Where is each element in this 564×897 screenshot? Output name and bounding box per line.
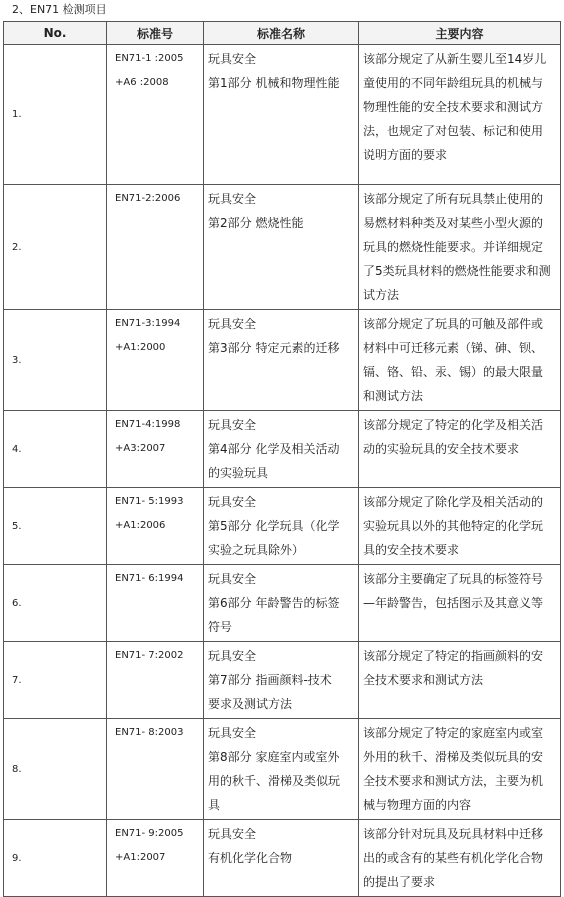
row-number: 6.	[4, 565, 107, 642]
table-row	[4, 820, 561, 897]
column-header-no: No.	[4, 22, 107, 45]
en71-standards-table	[3, 21, 561, 897]
standard-name-line: 玩具安全	[208, 649, 257, 663]
standard-name-line: 玩具安全	[208, 192, 257, 206]
standard-name-line: 玩具安全	[208, 827, 257, 841]
standard-code-line: +A1:2007	[115, 852, 166, 863]
standard-code-cell	[107, 719, 204, 820]
standard-name-line: 有机化学化合物	[208, 851, 293, 865]
main-content-line: 易燃材料种类及对某些小型火源的	[363, 216, 544, 230]
row-number: 5.	[4, 488, 107, 565]
standard-name-cell	[204, 411, 359, 488]
standard-name-cell	[204, 565, 359, 642]
standard-code-cell	[107, 185, 204, 310]
main-content-cell	[359, 642, 561, 719]
table-row	[4, 310, 561, 411]
column-header-standard-code: 标准号	[107, 22, 204, 45]
main-content-line: 具的安全技术要求	[363, 543, 460, 557]
standard-code-line: +A1:2006	[115, 520, 166, 531]
standard-name-cell	[204, 642, 359, 719]
standard-name-cell	[204, 310, 359, 411]
row-number: 7.	[4, 642, 107, 719]
row-number: 3.	[4, 310, 107, 411]
standard-code-line: EN71-3:1994	[115, 318, 181, 329]
standard-name-line: 要求及测试方法	[208, 697, 293, 711]
row-number: 9.	[4, 820, 107, 897]
standard-name-cell	[204, 185, 359, 310]
standard-code-cell	[107, 45, 204, 185]
main-content-cell	[359, 185, 561, 310]
main-content-line: 该部分规定了玩具的可触及部件或	[363, 317, 544, 331]
standard-code-line: EN71- 6:1994	[115, 573, 184, 584]
table-row	[4, 45, 561, 185]
table-row	[4, 565, 561, 642]
standard-code-line: EN71-1 :2005	[115, 53, 184, 64]
main-content-line: 出的或含有的某些有机化学化合物	[363, 851, 544, 865]
standard-name-line: 玩具安全	[208, 572, 257, 586]
standard-name-line: 玩具安全	[208, 52, 257, 66]
main-content-cell	[359, 488, 561, 565]
main-content-line: 械与物理方面的内容	[363, 798, 472, 812]
standard-name-line: 第1部分 机械和物理性能	[208, 76, 340, 90]
standard-code-cell	[107, 642, 204, 719]
main-content-cell	[359, 719, 561, 820]
standard-code-line: +A3:2007	[115, 443, 166, 454]
row-number: 8.	[4, 719, 107, 820]
standard-name-line: 玩具安全	[208, 418, 257, 432]
main-content-line: 该部分规定了所有玩具禁止使用的	[363, 192, 544, 206]
table-row	[4, 185, 561, 310]
standard-name-line: 玩具安全	[208, 317, 257, 331]
main-content-line: 试方法	[363, 288, 400, 302]
column-header-standard-name: 标准名称	[204, 22, 359, 45]
standard-name-line: 第5部分 化学玩具（化学	[208, 519, 340, 533]
standard-name-line: 第6部分 年龄警告的标签	[208, 596, 340, 610]
table-row	[4, 411, 561, 488]
main-content-line: 全技术要求和测试方法	[363, 673, 484, 687]
standard-code-line: EN71- 8:2003	[115, 727, 184, 738]
standard-name-line: 玩具安全	[208, 495, 257, 509]
table-row	[4, 719, 561, 820]
standard-name-line: 具	[208, 798, 221, 812]
standard-code-cell	[107, 565, 204, 642]
row-number: 2.	[4, 185, 107, 310]
standard-name-line: 用的秋千、滑梯及类似玩	[208, 774, 341, 788]
standard-name-line: 第3部分 特定元素的迁移	[208, 341, 340, 355]
main-content-line: 该部分规定了特定的家庭室内或室	[363, 726, 544, 740]
main-content-line: 该部分主要确定了玩具的标签符号	[363, 572, 544, 586]
standard-code-cell	[107, 310, 204, 411]
main-content-cell	[359, 45, 561, 185]
main-content-line: 该部分针对玩具及玩具材料中迁移	[363, 827, 544, 841]
main-content-line: 该部分规定了除化学及相关活动的	[363, 495, 544, 509]
section-heading: 2、EN71 检测项目	[12, 3, 107, 16]
main-content-line: 该部分规定了从新生婴儿至14岁儿	[363, 52, 547, 66]
standard-code-line: +A1:2000	[115, 342, 166, 353]
standard-code-line: EN71- 7:2002	[115, 650, 184, 661]
main-content-line: 全技术要求和测试方法，主要为机	[363, 774, 544, 788]
standard-code-line: EN71- 5:1993	[115, 496, 184, 507]
main-content-line: 物理性能的安全技术要求和测试方	[363, 100, 544, 114]
standard-name-line: 第4部分 化学及相关活动	[208, 442, 340, 456]
main-content-line: 该部分规定了特定的指画颜料的安	[363, 649, 544, 663]
main-content-cell	[359, 411, 561, 488]
main-content-line: 实验玩具以外的其他特定的化学玩	[363, 519, 544, 533]
column-header-main-content: 主要内容	[359, 22, 561, 45]
main-content-line: 镉、铬、铅、汞、锡）的最大限量	[363, 365, 544, 379]
standard-name-cell	[204, 45, 359, 185]
main-content-line: 了5类玩具材料的燃烧性能要求和测	[363, 264, 551, 278]
main-content-line: 外用的秋千、滑梯及类似玩具的安	[363, 750, 544, 764]
main-content-line: 动的实验玩具的安全技术要求	[363, 442, 520, 456]
main-content-line: 材料中可迁移元素（锑、砷、钡、	[363, 341, 544, 355]
standard-name-line: 第7部分 指画颜料-技术	[208, 673, 332, 687]
standard-code-line: EN71- 9:2005	[115, 828, 184, 839]
main-content-cell	[359, 565, 561, 642]
main-content-cell	[359, 310, 561, 411]
main-content-line: 法，也规定了对包装、标记和使用	[363, 124, 544, 138]
standard-code-line: EN71-4:1998	[115, 419, 181, 430]
main-content-line: 童使用的不同年龄组玩具的机械与	[363, 76, 544, 90]
standard-name-line: 的实验玩具	[208, 466, 269, 480]
main-content-line: 说明方面的要求	[363, 148, 448, 162]
table-row	[4, 642, 561, 719]
row-number: 1.	[4, 45, 107, 185]
main-content-line: —年龄警告，包括图示及其意义等	[363, 596, 544, 610]
row-number: 4.	[4, 411, 107, 488]
standard-code-line: +A6 :2008	[115, 77, 169, 88]
standard-name-cell	[204, 488, 359, 565]
standard-code-line: EN71-2:2006	[115, 193, 181, 204]
standard-name-line: 第8部分 家庭室内或室外	[208, 750, 340, 764]
main-content-cell	[359, 820, 561, 897]
table-header-row	[4, 22, 561, 45]
standard-name-cell	[204, 719, 359, 820]
standard-name-line: 符号	[208, 620, 233, 634]
standard-code-cell	[107, 411, 204, 488]
standard-name-line: 实验之玩具除外）	[208, 543, 305, 557]
standard-name-line: 玩具安全	[208, 726, 257, 740]
main-content-line: 和测试方法	[363, 389, 424, 403]
standard-name-cell	[204, 820, 359, 897]
main-content-line: 该部分规定了特定的化学及相关活	[363, 418, 544, 432]
standard-code-cell	[107, 488, 204, 565]
main-content-line: 的提出了要求	[363, 875, 436, 889]
table-row	[4, 488, 561, 565]
main-content-line: 玩具的燃烧性能要求。并详细规定	[363, 240, 544, 254]
standard-name-line: 第2部分 燃烧性能	[208, 216, 304, 230]
standard-code-cell	[107, 820, 204, 897]
